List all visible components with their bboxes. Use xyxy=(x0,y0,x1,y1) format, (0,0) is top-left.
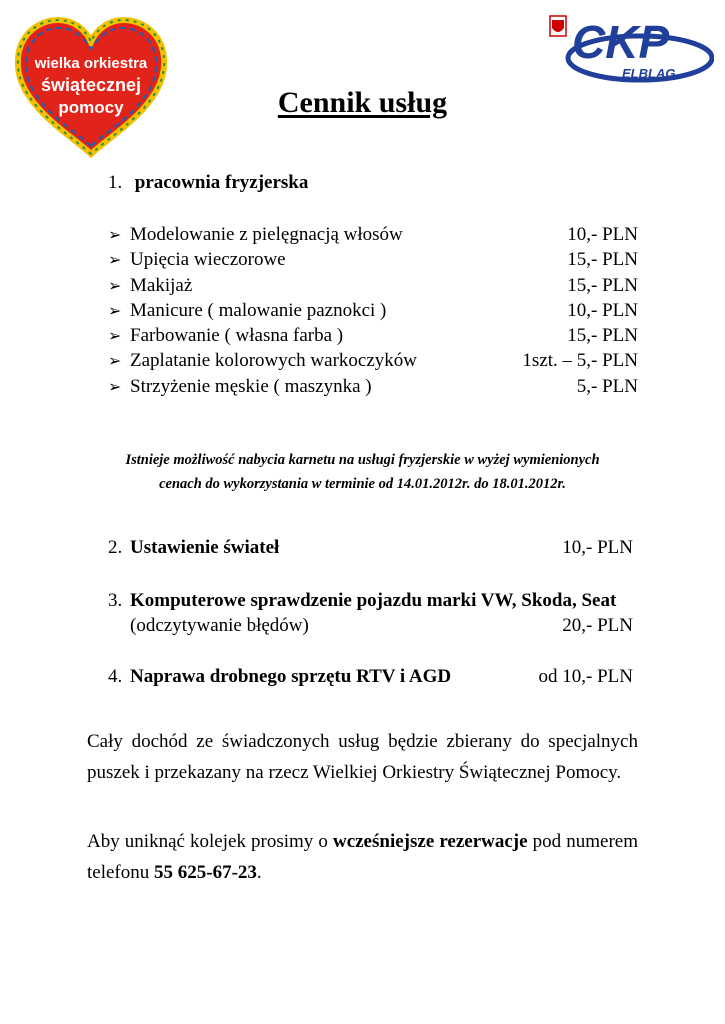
arrow-bullet-icon: ➢ xyxy=(108,376,122,396)
list-item: ➢ Zaplatanie kolorowych warkoczyków 1szt. – 5,- PLN xyxy=(108,350,638,372)
arrow-bullet-icon: ➢ xyxy=(108,300,122,320)
section-4-name: Naprawa drobnego sprzętu RTV i AGD xyxy=(130,666,452,687)
section-4-row xyxy=(108,664,633,689)
arrow-bullet-icon: ➢ xyxy=(108,250,122,270)
section-1-heading xyxy=(108,172,308,194)
section-4-number: 4. xyxy=(108,666,123,687)
list-item: ➢ Makijaż 15,- PLN xyxy=(108,274,638,296)
hairdresser-services-list xyxy=(108,222,638,399)
voucher-note-line2: cenach do wykorzystania w terminie od 14.01.2012r. do 18.01.2012r. xyxy=(159,476,566,492)
list-item: ➢ Modelowanie z pielęgnacją włosów 10,- PLN xyxy=(108,224,638,245)
section-3-number: 3. xyxy=(108,590,123,611)
arrow-bullet-icon: ➢ xyxy=(108,351,122,371)
wosp-logo-line3: pomocy xyxy=(58,98,124,117)
section-4-price: od 10,- PLN xyxy=(538,666,633,687)
list-item: ➢ Upięcia wieczorowe 15,- PLN xyxy=(108,249,638,271)
phone-number: 55 625-67-23 xyxy=(154,862,257,883)
section-2-number: 2. xyxy=(108,537,123,558)
ckp-logo-sub: ELBLĄG xyxy=(622,66,676,81)
section-3-price: 20,- PLN xyxy=(562,615,633,636)
section-2-name: Ustawienie świateł xyxy=(130,537,280,558)
wosp-logo-line1: wielka orkiestra xyxy=(34,55,148,72)
arrow-bullet-icon: ➢ xyxy=(108,225,122,244)
arrow-bullet-icon: ➢ xyxy=(108,275,122,295)
section-3-name: Komputerowe sprawdzenie pojazdu marki VW, Skoda, Seat xyxy=(130,590,617,611)
reservation-paragraph: Aby uniknąć kolejek prosimy o wcześniejsze rezerwacje pod numerem telefonu 55 625-67-23. xyxy=(87,831,638,883)
voucher-note xyxy=(60,448,665,496)
wosp-logo-line2: świątecznej xyxy=(40,75,142,95)
list-item: ➢ Strzyżenie męskie ( maszynka ) 5,- PLN xyxy=(108,375,638,397)
section-2-price: 10,- PLN xyxy=(562,537,633,558)
section-2-row xyxy=(108,535,633,560)
section-1-number: 1. xyxy=(108,172,123,193)
section-3-subrow xyxy=(108,613,633,638)
voucher-note-line1: Istnieje możliwość nabycia karnetu na usługi fryzjerskie w wyżej wymienionych xyxy=(125,452,600,468)
section-1-name: pracownia fryzjerska xyxy=(134,172,309,193)
ckp-elblag-logo xyxy=(548,14,714,84)
list-item: ➢ Farbowanie ( własna farba ) 15,- PLN xyxy=(108,325,638,347)
arrow-bullet-icon: ➢ xyxy=(108,326,122,346)
page-title: Cennik usług xyxy=(277,86,448,119)
list-item: ➢ Manicure ( malowanie paznokci ) 10,- PLN xyxy=(108,299,638,321)
proceeds-paragraph: Cały dochód ze świadczonych usług będzie zbierany do specjalnych puszek i przekazany na rzecz Wielkiej Orkiestry Świątecznej Pomocy. xyxy=(87,731,638,783)
section-3-sub: (odczytywanie błędów) xyxy=(130,615,309,636)
section-3-row xyxy=(108,588,633,613)
reservation-emphasis: wcześniejsze rezerwacje xyxy=(332,831,528,852)
ckp-logo-text: CKP xyxy=(572,16,670,68)
